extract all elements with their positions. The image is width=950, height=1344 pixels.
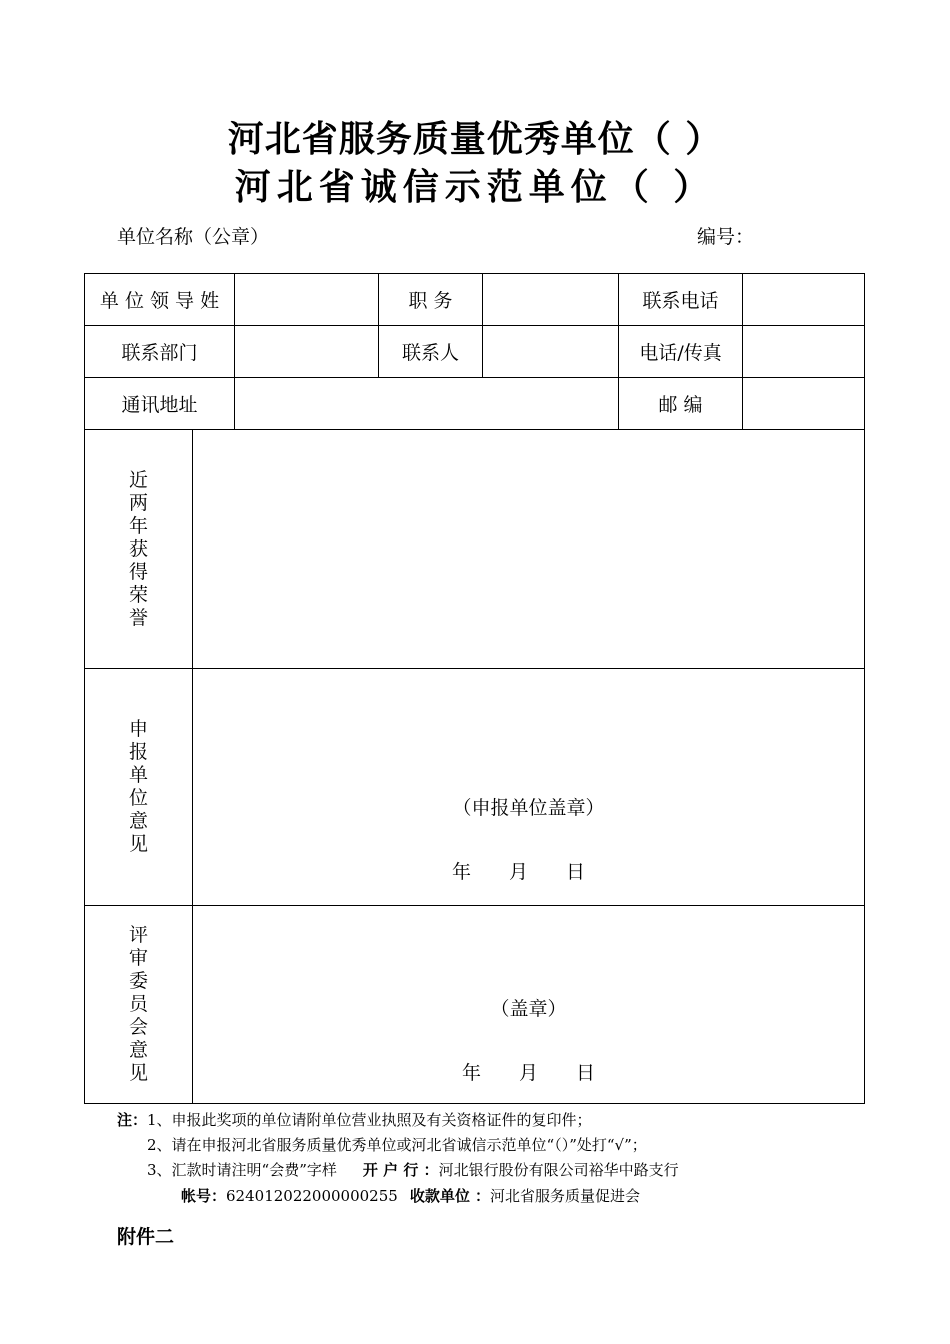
postcode-field[interactable] [743, 378, 865, 430]
vertical-label-char: 意 [128, 1039, 148, 1061]
vertical-label-char: 见 [128, 833, 148, 855]
leader-name-field[interactable] [235, 274, 379, 326]
form-row-honors [85, 430, 865, 669]
serial-number-label: 编号： [697, 226, 755, 248]
application-form-table [84, 273, 865, 1104]
attachment-label: 附件二 [117, 1226, 175, 1248]
title-line-2: 河北省诚信示范单位（ ） [234, 167, 716, 208]
form-row-contact [85, 326, 865, 378]
committee-stamp-text: （盖章） [490, 998, 567, 1020]
contact-phone-label: 联系电话 [619, 274, 743, 326]
position-label: 职 务 [379, 274, 483, 326]
note-1: 1、申报此奖项的单位请附单位营业执照及有关资格证件的复印件； [147, 1111, 592, 1129]
postcode-label: 邮 编 [619, 378, 743, 430]
honors-field[interactable] [193, 430, 865, 669]
committee-opinion-field[interactable] [193, 906, 865, 1104]
position-field[interactable] [483, 274, 619, 326]
account-value: 624012022000000255 [226, 1187, 398, 1205]
form-row-applicant-opinion [85, 669, 865, 906]
vertical-label-char: 誉 [128, 606, 148, 629]
honors-label [85, 430, 193, 669]
contact-person-label: 联系人 [379, 326, 483, 378]
title-line-1: 河北省服务质量优秀单位（ ） [227, 119, 723, 160]
form-row-leader [85, 274, 865, 326]
vertical-label-char: 会 [128, 1016, 148, 1038]
applicant-opinion-field[interactable] [193, 669, 865, 906]
note-3: 3、汇款时请注明“会费”字样 [147, 1161, 337, 1179]
vertical-label-char: 评 [128, 924, 148, 946]
vertical-label-char: 单 [128, 764, 148, 786]
vertical-label-char: 两 [128, 491, 148, 514]
form-row-committee-opinion [85, 906, 865, 1104]
bank-label: 开 户 行 ： [362, 1161, 439, 1179]
notes-prefix: 注： [117, 1111, 148, 1129]
applicant-date-text: 年 月 日 [452, 861, 586, 883]
account-label: 帐号： [181, 1187, 227, 1205]
vertical-label-char: 位 [128, 787, 148, 809]
contact-dept-field[interactable] [235, 326, 379, 378]
unit-name-label: 单位名称（公章） [117, 226, 270, 248]
phone-fax-field[interactable] [743, 326, 865, 378]
contact-phone-field[interactable] [743, 274, 865, 326]
contact-dept-label: 联系部门 [85, 326, 235, 378]
vertical-label-char: 获 [128, 537, 148, 560]
applicant-opinion-label [85, 669, 193, 906]
vertical-label-char: 近 [128, 468, 148, 491]
vertical-label-char: 荣 [128, 583, 148, 606]
committee-date-text: 年 月 日 [462, 1062, 596, 1084]
committee-opinion-label [85, 906, 193, 1104]
phone-fax-label: 电话/传真 [619, 326, 743, 378]
applicant-stamp-text: （申报单位盖章） [452, 797, 605, 819]
contact-person-field[interactable] [483, 326, 619, 378]
vertical-label-char: 申 [128, 718, 148, 740]
bank-value: 河北银行股份有限公司裕华中路支行 [438, 1161, 679, 1179]
vertical-label-char: 委 [128, 970, 148, 992]
vertical-label-char: 员 [128, 993, 148, 1015]
payee-value: 河北省服务质量促进会 [490, 1187, 641, 1205]
vertical-label-char: 意 [128, 810, 148, 832]
vertical-label-char: 年 [128, 514, 148, 537]
form-row-address [85, 378, 865, 430]
vertical-label-char: 审 [128, 947, 148, 969]
address-field[interactable] [235, 378, 619, 430]
vertical-label-char: 报 [128, 741, 148, 763]
vertical-label-char: 得 [128, 560, 148, 583]
address-label: 通讯地址 [85, 378, 235, 430]
vertical-label-char: 见 [128, 1062, 148, 1084]
leader-name-label: 单 位 领 导 姓 [85, 274, 235, 326]
payee-label: 收款单位 ： [409, 1187, 491, 1205]
note-2: 2、请在申报河北省服务质量优秀单位或河北省诚信示范单位“（）”处打“√”； [147, 1136, 647, 1154]
